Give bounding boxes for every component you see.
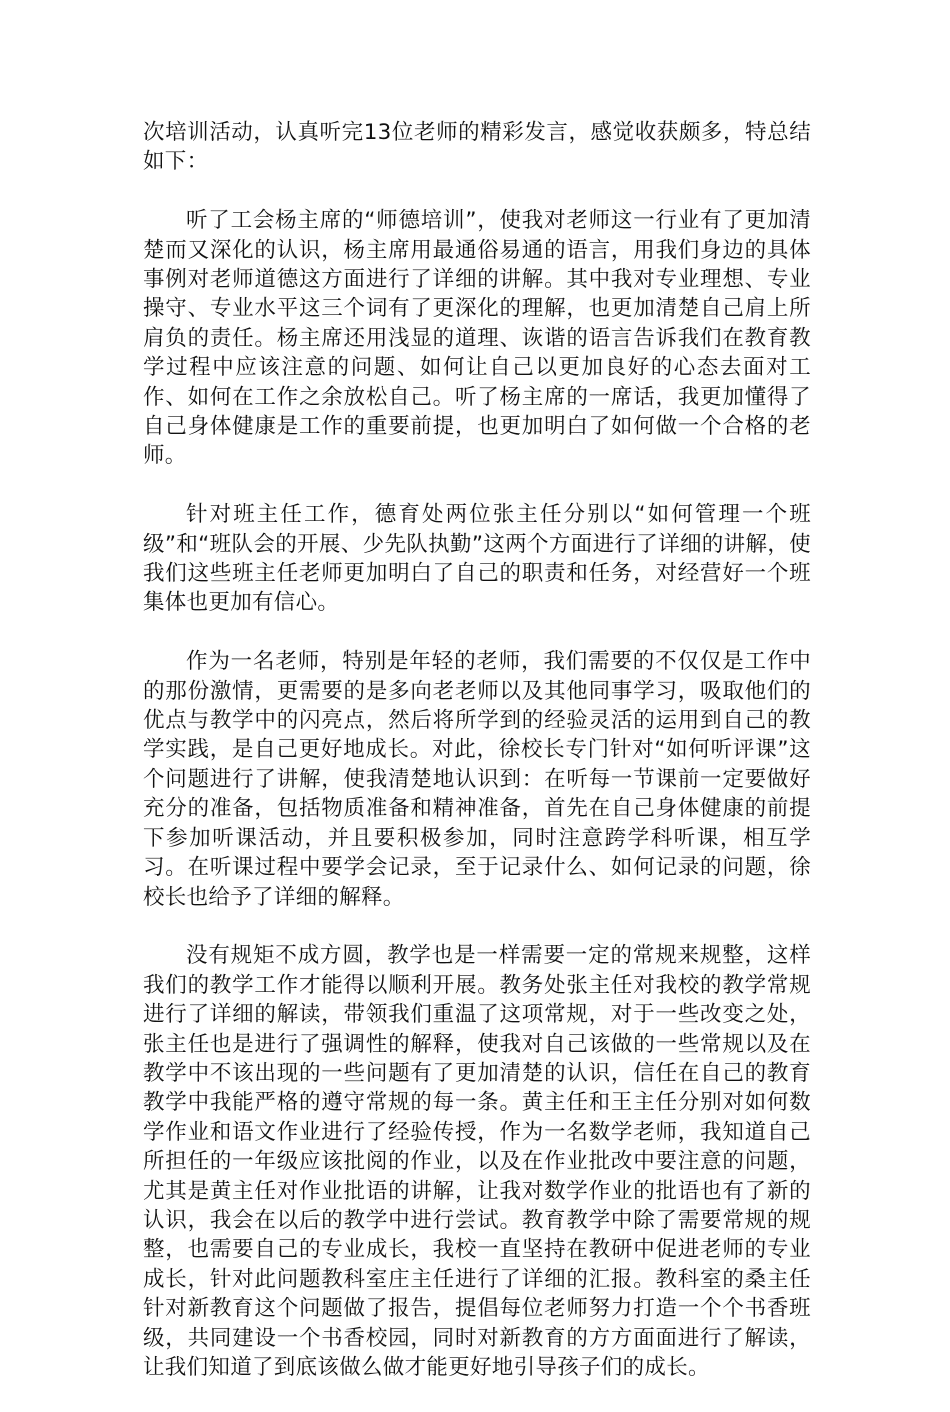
paragraph-class-teacher-work: 针对班主任工作，德育处两位张主任分别以“如何管理一个班级”和“班队会的开展、少先队执勤”这两个方面进行了详细的讲解，使我们这些班主任老师更加明白了自己的职责和任务，对经营好一个班集体也更加有信心。 [143, 502, 811, 616]
paragraph-lesson-evaluation: 作为一名老师，特别是年轻的老师，我们需要的不仅仅是工作中的那份激情，更需要的是多向老老师以及其他同事学习，吸取他们的优点与教学中的闪亮点，然后将所学到的经验灵活的运用到自己的教学实践，是自己更好地成长。对此，徐校长专门针对“如何听评课”这个问题进行了讲解，使我清楚地认识到：在听每一节课前一定要做好充分的准备，包括物质准备和精神准备，首先在自己身体健康的前提下参加听课活动，并且要积极参加，同时注意跨学科听课，相互学习。在听课过程中要学会记录，至于记录什么、如何记录的问题，徐校长也给予了详细的解释。 [143, 649, 811, 910]
paragraph-ethics-training: 听了工会杨主席的“师德培训”，使我对老师这一行业有了更加清楚而又深化的认识，杨主席用最通俗易通的语言，用我们身边的具体事例对老师道德这方面进行了详细的讲解。其中我对专业理想、专业操守、专业水平这三个词有了更深化的理解，也更加清楚自己肩上所肩负的责任。杨主席还用浅显的道理、诙谐的语言告诉我们在教育教学过程中应该注意的问题、如何让自己以更加良好的心态去面对工作、如何在工作之余放松自己。听了杨主席的一席话，我更加懂得了自己身体健康是工作的重要前提，也更加明白了如何做一个合格的老师。 [143, 208, 811, 469]
document-body [143, 118, 811, 1412]
paragraph-intro: 次培训活动，认真听完13位老师的精彩发言，感觉收获颇多，特总结如下： [143, 120, 811, 175]
paragraph-teaching-routines: 没有规矩不成方圆，教学也是一样需要一定的常规来规整，这样我们的教学工作才能得以顺利开展。教务处张主任对我校的教学常规进行了详细的解读，带领我们重温了这项常规，对于一些改变之处，张主任也是进行了强调性的解释，使我对自己该做的一些常规以及在教学中不该出现的一些问题有了更加清楚的认识，信任在自己的教育教学中我能严格的遵守常规的每一条。黄主任和王主任分别对如何数学作业和语文作业进行了经验传授，作为一名数学老师，我知道自己所担任的一年级应该批阅的作业，以及在作业批改中要注意的问题，尤其是黄主任对作业批语的讲解，让我对数学作业的批语也有了新的认识，我会在以后的教学中进行尝试。教育教学中除了需要常规的规整，也需要自己的专业成长，我校一直坚持在教研中促进老师的专业成长，针对此问题教科室庄主任进行了详细的汇报。教科室的桑主任针对新教育这个问题做了报告，提倡每位老师努力打造一个个书香班级，共同建设一个书香校园，同时对新教育的方方面面进行了解读，让我们知道了到底该做么做才能更好地引导孩子们的成长。 [143, 943, 811, 1380]
